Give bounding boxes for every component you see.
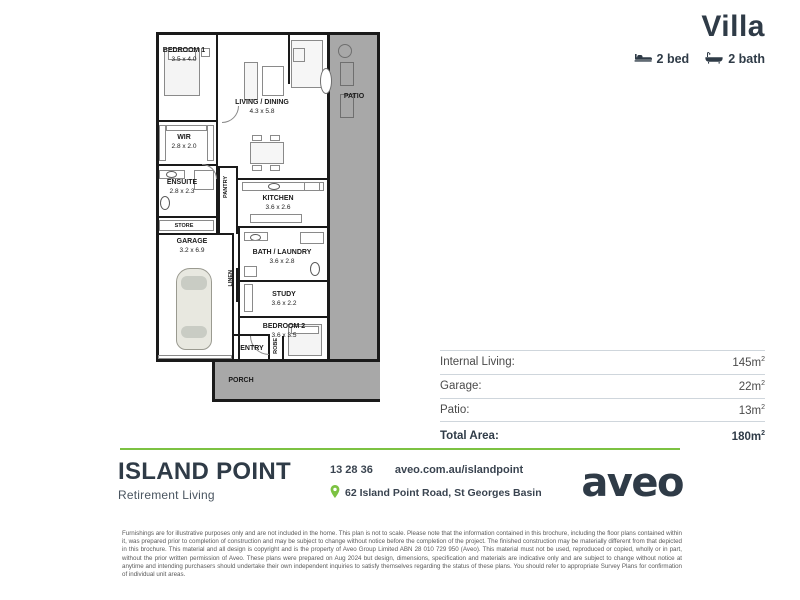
bed-icon xyxy=(634,52,652,67)
brand-name: ISLAND POINT xyxy=(118,458,291,485)
area-label: Internal Living: xyxy=(440,356,515,368)
room-label-wir: WIR 2.8 x 2.0 xyxy=(171,134,197,150)
wall-ensuite-bottom xyxy=(156,216,218,218)
room-label-living-dining: LIVING / DINING 4.3 x 5.8 xyxy=(235,99,289,115)
wall-bed1-bottom xyxy=(156,120,218,122)
wall-top xyxy=(156,32,330,35)
area-value: $22m^2$ xyxy=(738,379,765,393)
wall-study-bottom xyxy=(238,316,328,318)
kitchen-island xyxy=(250,214,302,223)
room-label-entry: ENTRY xyxy=(240,345,264,352)
room-label-robe: ROBE xyxy=(273,338,279,354)
room-label-ensuite: ENSUITE 2.8 x 2.3 xyxy=(166,179,198,195)
patio-planter xyxy=(338,44,352,58)
room-label-pantry: PANTRY xyxy=(223,176,229,198)
garage-door-line xyxy=(158,355,232,359)
street-address: 62 Island Point Road, St Georges Basin xyxy=(345,486,542,499)
aveo-logo: aveo xyxy=(581,460,683,506)
car-rear-window xyxy=(181,326,207,338)
room-label-bedroom1: BEDROOM 1 3.5 x 4.0 xyxy=(162,47,206,63)
brand-block xyxy=(118,458,291,502)
study-desk xyxy=(244,284,253,312)
area-row-total xyxy=(440,421,765,448)
website-link[interactable]: aveo.com.au/islandpoint xyxy=(394,464,524,476)
ensuite-basin xyxy=(166,171,177,178)
wall-porch-bottom xyxy=(212,399,380,402)
wall-pantry-left xyxy=(218,166,220,234)
room-label-garage: GARAGE 3.2 x 6.9 xyxy=(176,238,208,254)
contact-line-address xyxy=(330,485,542,500)
living-sofa xyxy=(244,62,258,100)
room-label-bath-laundry: BATH / LAUNDRY 3.6 x 2.8 xyxy=(252,249,312,265)
room-label-porch: PORCH xyxy=(228,377,254,384)
title-block xyxy=(634,10,765,67)
wall-patio-bottom xyxy=(327,359,380,362)
bed-bath-summary xyxy=(634,52,765,67)
bath-icon xyxy=(705,52,723,67)
disclaimer-text: Furnishings are for illustrative purposes only and are not included in the home. This plan is not to scale. Please note that the information contained in this brochure, including the floor plans contained within it, was prepared prior to completion of construction and may be subject to change without notice before the completion of the project. The finished construction may be materially different from that depicted in this brochure. This material and all design is copyright and is the property of Aveo Group Limited ABN 28 010 729 950 (Aveo). This material must not be used, reproduced or copied, wholly or in part, without the prior written permission of Aveo. These plans were prepared on Aug 2024 but design, dimensions, specification and materials are indicative only and are subject to change without notice at anytime and intending purchasers should undertake their own independent inquiries to satisfy themselves regarding the status of these plans. You should refer to appropriate Survey Plans for confirmation of individual unit areas. xyxy=(122,530,682,579)
page-title: Villa xyxy=(701,10,765,43)
wall-bath-bottom xyxy=(238,280,328,282)
area-value: $145m^2$ xyxy=(732,356,765,369)
phone-number[interactable]: 13 28 36 xyxy=(330,464,373,476)
dining-chair-2 xyxy=(270,135,280,141)
wall-garage-top xyxy=(156,233,234,235)
wall-bottom xyxy=(156,359,330,362)
bed-count xyxy=(634,52,690,67)
area-row-internal-living xyxy=(440,350,765,374)
wall-kitchen-bottom xyxy=(238,226,328,228)
room-label-patio: PATIO xyxy=(343,93,365,100)
wall-patio-top xyxy=(327,32,380,35)
wall-kitchen-top xyxy=(238,178,328,180)
wall-garage-right xyxy=(232,233,234,361)
dining-chair-1 xyxy=(252,135,262,141)
footer xyxy=(118,458,683,513)
car-windscreen xyxy=(181,276,207,290)
wall-living-right xyxy=(288,32,290,84)
wall-pantry-top xyxy=(218,166,238,168)
floor-plan xyxy=(150,18,380,418)
bed-label: 2 bed xyxy=(656,52,690,67)
brand-tagline: Retirement Living xyxy=(118,488,215,502)
room-label-study: STUDY 3.6 x 2.2 xyxy=(271,291,297,307)
wall-left-upper xyxy=(156,32,159,362)
contact-block xyxy=(330,464,542,500)
bath-label: 2 bath xyxy=(728,52,765,67)
laundry-tub xyxy=(244,266,257,277)
area-row-patio xyxy=(440,398,765,422)
area-total-value: $180m^2$ xyxy=(731,430,765,444)
area-row-garage xyxy=(440,374,765,398)
area-label: Patio: xyxy=(440,403,470,416)
wall-hall-left xyxy=(238,228,240,360)
area-value: $13m^2$ xyxy=(738,403,765,417)
room-label-bedroom2: BEDROOM 2 3.6 x 3.5 xyxy=(262,323,306,339)
kitchen-cooktop xyxy=(304,182,320,191)
wall-bed1-right xyxy=(216,32,218,122)
room-label-kitchen: KITCHEN 3.6 x 2.6 xyxy=(262,195,294,211)
ensuite-toilet xyxy=(160,196,170,210)
wall-pantry-right xyxy=(236,166,238,234)
dining-chair-4 xyxy=(270,165,280,171)
contact-line-primary xyxy=(330,464,542,476)
patio-chair-1 xyxy=(340,62,354,86)
laundry-bench xyxy=(244,232,268,241)
area-total-label: Total Area: xyxy=(440,430,499,443)
kitchen-sink xyxy=(268,183,280,190)
room-label-store: STORE xyxy=(174,223,194,229)
living-rug xyxy=(262,66,284,96)
wall-porch-left xyxy=(212,359,215,402)
location-pin-icon xyxy=(330,485,340,500)
wir-shelf-top xyxy=(166,125,207,131)
area-label: Garage: xyxy=(440,379,482,392)
bath-tub xyxy=(300,232,324,244)
patio-area-fill xyxy=(328,32,380,362)
wall-patio-right xyxy=(377,32,380,362)
dining-table xyxy=(250,142,284,164)
patio-sliding-door xyxy=(320,68,332,94)
bath-count xyxy=(705,52,765,67)
footer-divider xyxy=(120,448,680,450)
room-label-linen: LINEN xyxy=(228,270,234,287)
dining-chair-3 xyxy=(252,165,262,171)
areas-table xyxy=(440,350,765,448)
wall-linen-left xyxy=(236,268,238,302)
living-armchair xyxy=(293,48,305,62)
